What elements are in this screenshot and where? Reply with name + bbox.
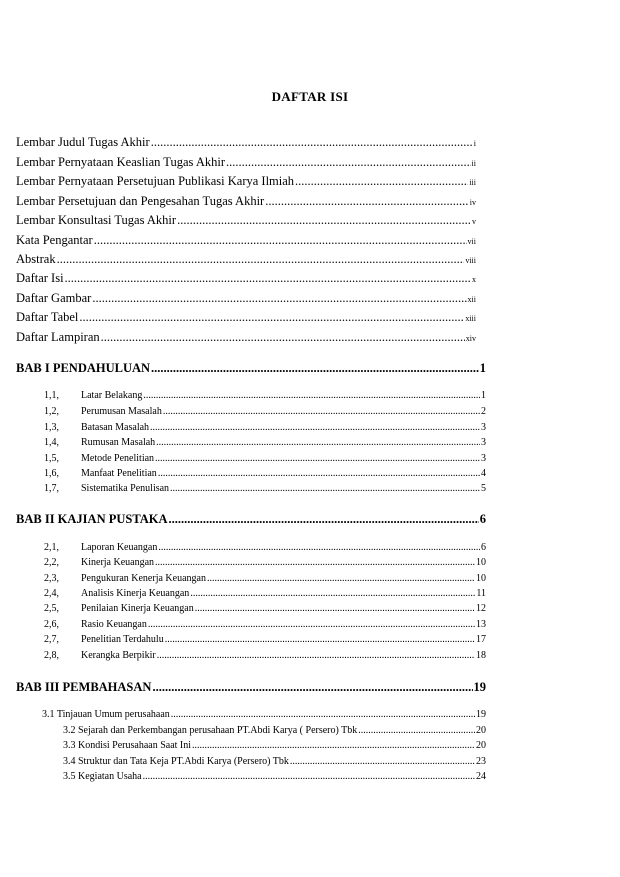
toc-entry-page: 20	[476, 725, 486, 736]
toc-entry-label: 3.5 Kegiatan Usaha	[63, 771, 142, 782]
toc-entry-number: 1,4,	[44, 437, 59, 448]
toc-subentry	[44, 603, 486, 616]
toc-subentry	[44, 588, 486, 601]
toc-entry-number: 1,1,	[44, 390, 59, 401]
toc-entry	[16, 135, 476, 151]
toc-entry-page: 13	[476, 619, 486, 630]
toc-subentry	[42, 709, 486, 722]
toc-entry-label: Kata Pengantar	[16, 233, 93, 247]
toc-subentry	[44, 453, 486, 466]
toc-entry-page: xiv	[465, 334, 476, 343]
toc-entry-label: Rasio Keuangan	[81, 619, 147, 630]
leader-dots	[170, 483, 480, 494]
page-title: DAFTAR ISI	[271, 89, 349, 104]
toc-subentry	[44, 573, 486, 586]
toc-entry-page: i	[473, 139, 476, 148]
leader-dots	[148, 619, 475, 630]
toc-entry-label: BAB II KAJIAN PUSTAKA	[16, 512, 168, 526]
toc-subentry	[44, 437, 486, 450]
chapter-heading	[16, 361, 486, 377]
toc-entry-page: 11	[476, 588, 486, 599]
toc-entry-label: Pengukuran Kenerja Keuangan	[81, 573, 206, 584]
chapter-heading	[16, 512, 486, 528]
leader-dots	[65, 271, 471, 286]
toc-entry-page: vii	[467, 237, 476, 246]
toc-entry-page: 17	[476, 634, 486, 645]
toc-subentry	[44, 422, 486, 435]
toc-entry-page: 4	[481, 468, 486, 479]
toc-entry-page: iv	[469, 198, 476, 207]
toc-entry	[16, 174, 476, 190]
leader-dots	[152, 680, 472, 695]
leader-dots	[177, 213, 471, 228]
leader-dots	[265, 194, 469, 209]
toc-entry-label: Rumusan Masalah	[81, 437, 156, 448]
toc-entry-label: Penilaian Kinerja Keuangan	[81, 603, 194, 614]
toc-entry	[16, 330, 476, 346]
leader-dots	[155, 453, 480, 464]
toc-entry-number: 2,6,	[44, 619, 59, 630]
leader-dots	[94, 233, 467, 248]
toc-entry-page: 23	[476, 756, 486, 767]
toc-entry-page: 12	[476, 603, 486, 614]
toc-entry-number: 1,5,	[44, 453, 59, 464]
toc-entry-page: 19	[473, 680, 486, 694]
toc-entry-label: Batasan Masalah	[81, 422, 150, 433]
leader-dots	[295, 174, 468, 189]
toc-entry-label: Lembar Pernyataan Persetujuan Publikasi Karya Ilmiah	[16, 174, 295, 188]
toc-entry-label: 3.2 Sejarah dan Perkembangan perusahaan PT.Abdi Karya ( Persero) Tbk	[63, 725, 358, 736]
leader-dots	[158, 542, 480, 553]
leader-dots	[358, 725, 475, 736]
toc-entry-number: 1,6,	[44, 468, 59, 479]
leader-dots	[151, 135, 473, 150]
toc-entry-label: Abstrak	[16, 252, 56, 266]
toc-entry-page: v	[472, 217, 476, 226]
toc-entry-page: xii	[467, 295, 476, 304]
leader-dots	[155, 557, 475, 568]
leader-dots	[165, 634, 475, 645]
toc-entry-label: Daftar Lampiran	[16, 330, 100, 344]
toc-entry-label: Daftar Tabel	[16, 310, 79, 324]
toc-entry-number: 2,5,	[44, 603, 59, 614]
toc-entry	[16, 271, 476, 287]
toc-entry-page: 18	[476, 650, 486, 661]
toc-entry-number: 2,2,	[44, 557, 59, 568]
leader-dots	[190, 588, 475, 599]
toc-entry-number: 2,3,	[44, 573, 59, 584]
leader-dots	[57, 252, 465, 267]
chapter-heading	[16, 680, 486, 696]
toc-subentry	[44, 406, 486, 419]
leader-dots	[171, 709, 475, 720]
toc-subentry	[44, 483, 486, 496]
toc-entry-label: Sistematika Penulisan	[81, 483, 170, 494]
toc-entry-page: ii	[471, 159, 476, 168]
toc-entry-label: Lembar Pernyataan Keaslian Tugas Akhir	[16, 155, 225, 169]
leader-dots	[156, 437, 480, 448]
leader-dots	[101, 330, 465, 345]
toc-entry-label: Lembar Persetujuan dan Pengesahan Tugas Akhir	[16, 194, 265, 208]
toc-entry-label: Laporan Keuangan	[81, 542, 158, 553]
toc-entry-label: Latar Belakang	[81, 390, 143, 401]
leader-dots	[169, 512, 479, 527]
toc-subentry	[63, 740, 486, 753]
toc-entry-page: 10	[476, 573, 486, 584]
toc-subentry	[44, 650, 486, 663]
toc-subentry	[63, 756, 486, 769]
toc-entry-page: 1	[479, 361, 486, 375]
toc-entry-page: x	[472, 275, 476, 284]
leader-dots	[192, 740, 475, 751]
toc-entry-number: 1,7,	[44, 483, 59, 494]
leader-dots	[290, 756, 475, 767]
toc-entry-label: 3.1 Tinjauan Umum perusahaan	[42, 709, 170, 720]
toc-entry-page: 19	[476, 709, 486, 720]
leader-dots	[195, 603, 475, 614]
toc-entry-label: Kerangka Berpikir	[81, 650, 156, 661]
toc-subentry	[44, 468, 486, 481]
toc-entry-label: 3.4 Struktur dan Tata Keja PT.Abdi Karya (Persero) Tbk	[63, 756, 289, 767]
toc-entry-number: 1,2,	[44, 406, 59, 417]
toc-entry-page: viii	[465, 256, 476, 265]
leader-dots	[150, 422, 480, 433]
toc-entry-label: Daftar Gambar	[16, 291, 92, 305]
toc-subentry	[44, 542, 486, 555]
leader-dots	[226, 155, 471, 170]
toc-entry-number: 1,3,	[44, 422, 59, 433]
toc-entry-label: 3.3 Kondisi Perusahaan Saat Ini	[63, 740, 192, 751]
leader-dots	[158, 468, 480, 479]
leader-dots	[79, 310, 464, 325]
toc-entry-label: Lembar Konsultasi Tugas Akhir	[16, 213, 177, 227]
toc-entry-page: 5	[481, 483, 486, 494]
toc-entry	[16, 213, 476, 229]
toc-entry-label: Penelitian Terdahulu	[81, 634, 164, 645]
toc-entry-label: Manfaat Penelitian	[81, 468, 157, 479]
toc-entry-page: 2	[481, 406, 486, 417]
leader-dots	[207, 573, 475, 584]
leader-dots	[92, 291, 466, 306]
leader-dots	[163, 406, 480, 417]
toc-subentry	[44, 619, 486, 632]
toc-entry-label: BAB I PENDAHULUAN	[16, 361, 151, 375]
toc-entry-page: 20	[476, 740, 486, 751]
toc-subentry	[44, 390, 486, 403]
toc-entry	[16, 233, 476, 249]
leader-dots	[151, 361, 479, 376]
leader-dots	[143, 771, 475, 782]
toc-entry-number: 2,1,	[44, 542, 59, 553]
toc-subentry	[63, 725, 486, 738]
toc-entry-number: 2,8,	[44, 650, 59, 661]
toc-entry	[16, 155, 476, 171]
toc-entry-label: Perumusan Masalah	[81, 406, 162, 417]
toc-entry-page: 3	[481, 422, 486, 433]
toc-subentry	[44, 634, 486, 647]
toc-entry	[16, 252, 476, 268]
toc-entry-number: 2,4,	[44, 588, 59, 599]
toc-entry-page: 6	[479, 512, 486, 526]
leader-dots	[143, 390, 480, 401]
toc-entry-page: 1	[481, 390, 486, 401]
toc-entry	[16, 310, 476, 326]
toc-entry-page: 3	[481, 453, 486, 464]
toc-entry-number: 2,7,	[44, 634, 59, 645]
toc-entry	[16, 291, 476, 307]
toc-entry-page: 24	[476, 771, 486, 782]
toc-entry-label: BAB III PEMBAHASAN	[16, 680, 152, 694]
toc-entry-label: Lembar Judul Tugas Akhir	[16, 135, 150, 149]
toc-entry-page: 3	[481, 437, 486, 448]
toc-subentry	[44, 557, 486, 570]
toc-entry-label: Metode Penelitian	[81, 453, 155, 464]
toc-entry-page: 10	[476, 557, 486, 568]
toc-entry-label: Analisis Kinerja Keuangan	[81, 588, 190, 599]
toc-entry-page: xiii	[465, 314, 476, 323]
toc-entry-page: iii	[469, 178, 476, 187]
toc-entry-page: 6	[481, 542, 486, 553]
toc-subentry	[63, 771, 486, 784]
toc-entry-label: Daftar Isi	[16, 271, 64, 285]
toc-entry	[16, 194, 476, 210]
leader-dots	[157, 650, 475, 661]
toc-entry-label: Kinerja Keuangan	[81, 557, 155, 568]
